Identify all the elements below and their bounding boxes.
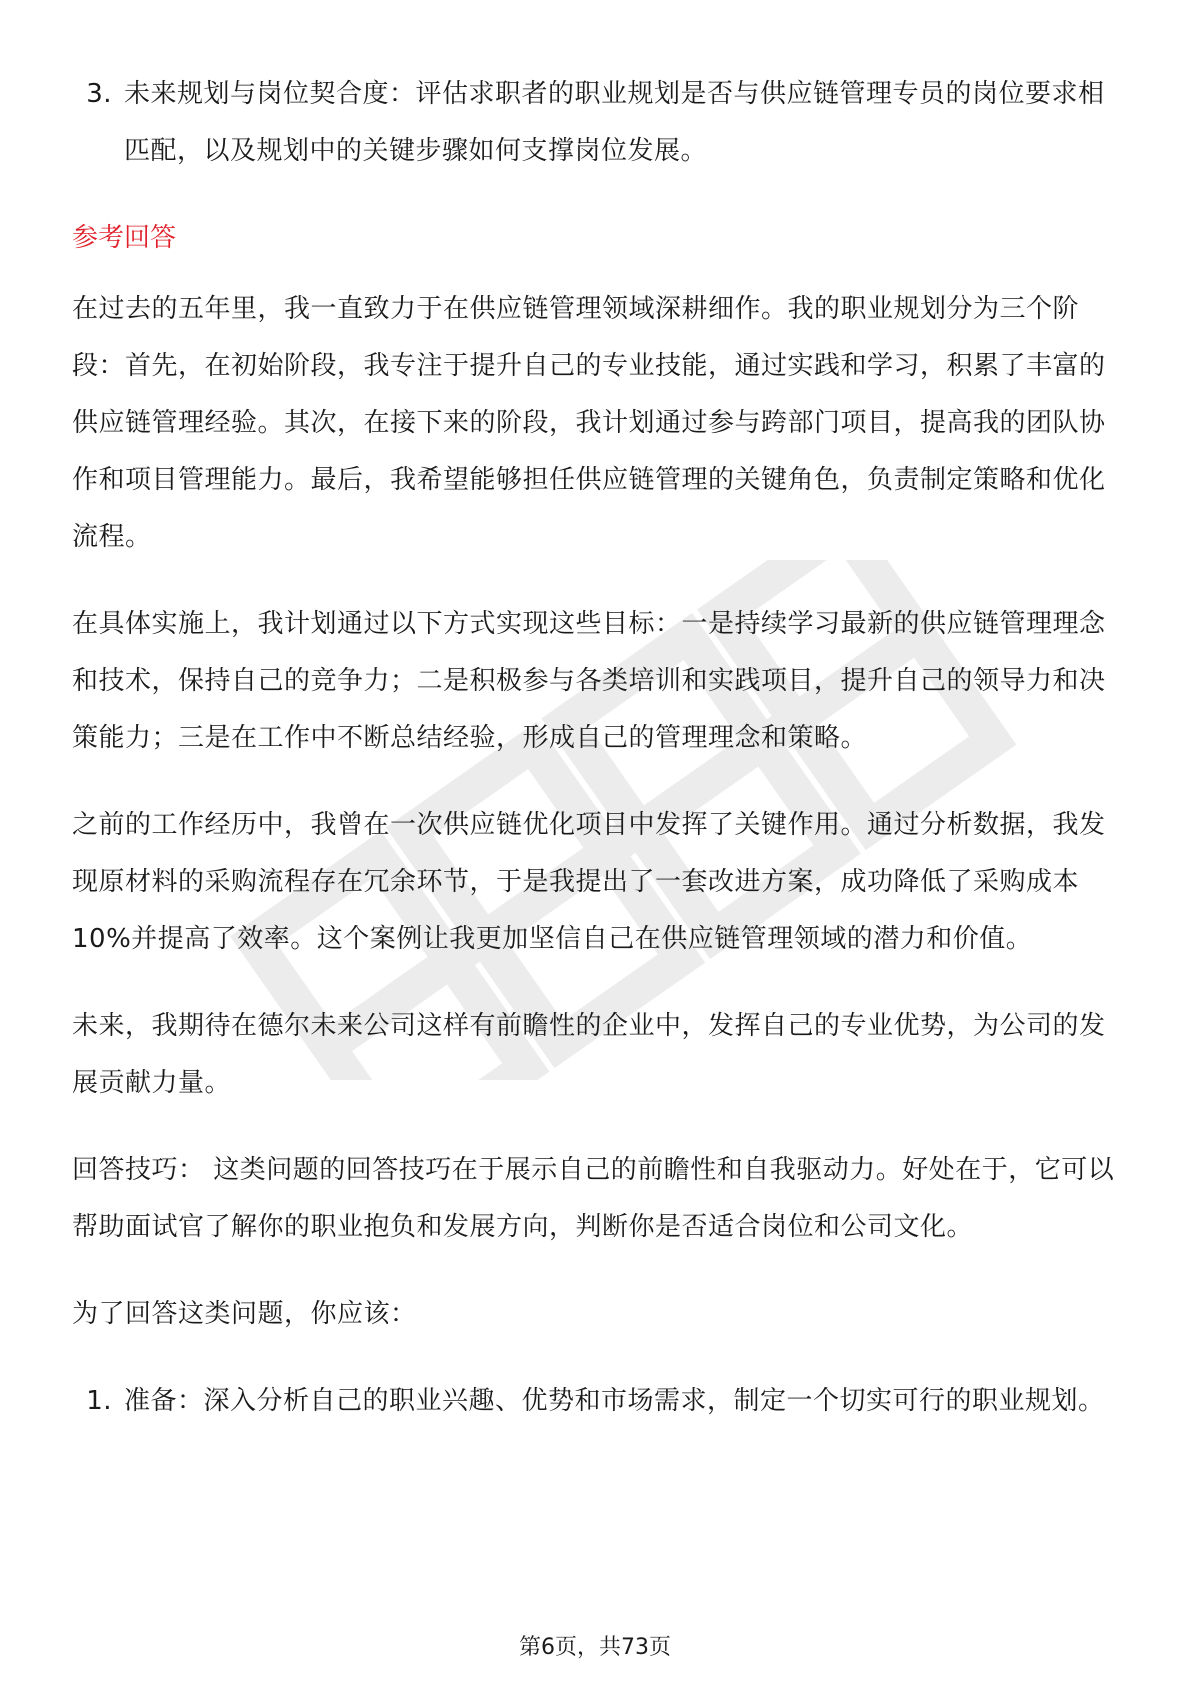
list-number: 1. [86,1386,112,1416]
page-footer: 第6页，共73页 [519,1635,671,1660]
list-number: 3. [86,79,112,109]
paragraph-answer-tips: 回答技巧： 这类问题的回答技巧在于展示自己的前瞻性和自我驱动力。好处在于，它可以帮助面试官了解你的职业抱负和发展方向，判断你是否适合岗位和公司文化。 [72,1155,1115,1242]
paragraph-implementation: 在具体实施上，我计划通过以下方式实现这些目标：一是持续学习最新的供应链管理理念和技术，保持自己的竞争力；二是积极参与各类培训和实践项目，提升自己的领导力和决策能力；三是在工作中不断总结经验，形成自己的管理理念和策略。 [72,609,1106,753]
list-item-3 [72,66,1118,180]
reference-answer-heading: 参考回答 [72,223,177,253]
document-body [72,66,1118,1460]
list-item-1 [72,1373,1118,1430]
list-text: 准备：深入分析自己的职业兴趣、优势和市场需求，制定一个切实可行的职业规划。 [124,1386,1105,1416]
paragraph-experience: 之前的工作经历中，我曾在一次供应链优化项目中发挥了关键作用。通过分析数据，我发现原材料的采购流程存在冗余环节，于是我提出了一套改进方案，成功降低了采购成本10%并提高了效率。这个案例让我更加坚信自己在供应链管理领域的潜力和价值。 [72,810,1106,954]
paragraph-career-plan: 在过去的五年里，我一直致力于在供应链管理领域深耕细作。我的职业规划分为三个阶段：首先，在初始阶段，我专注于提升自己的专业技能，通过实践和学习，积累了丰富的供应链管理经验。其次，在接下来的阶段，我计划通过参与跨部门项目，提高我的团队协作和项目管理能力。最后，我希望能够担任供应链管理的关键角色，负责制定策略和优化流程。 [72,294,1106,552]
list-text: 未来规划与岗位契合度：评估求职者的职业规划是否与供应链管理专员的岗位要求相匹配，以及规划中的关键步骤如何支撑岗位发展。 [124,79,1105,166]
paragraph-how-to-answer: 为了回答这类问题，你应该： [72,1299,417,1329]
paragraph-future: 未来，我期待在德尔未来公司这样有前瞻性的企业中，发挥自己的专业优势，为公司的发展贡献力量。 [72,1011,1106,1098]
